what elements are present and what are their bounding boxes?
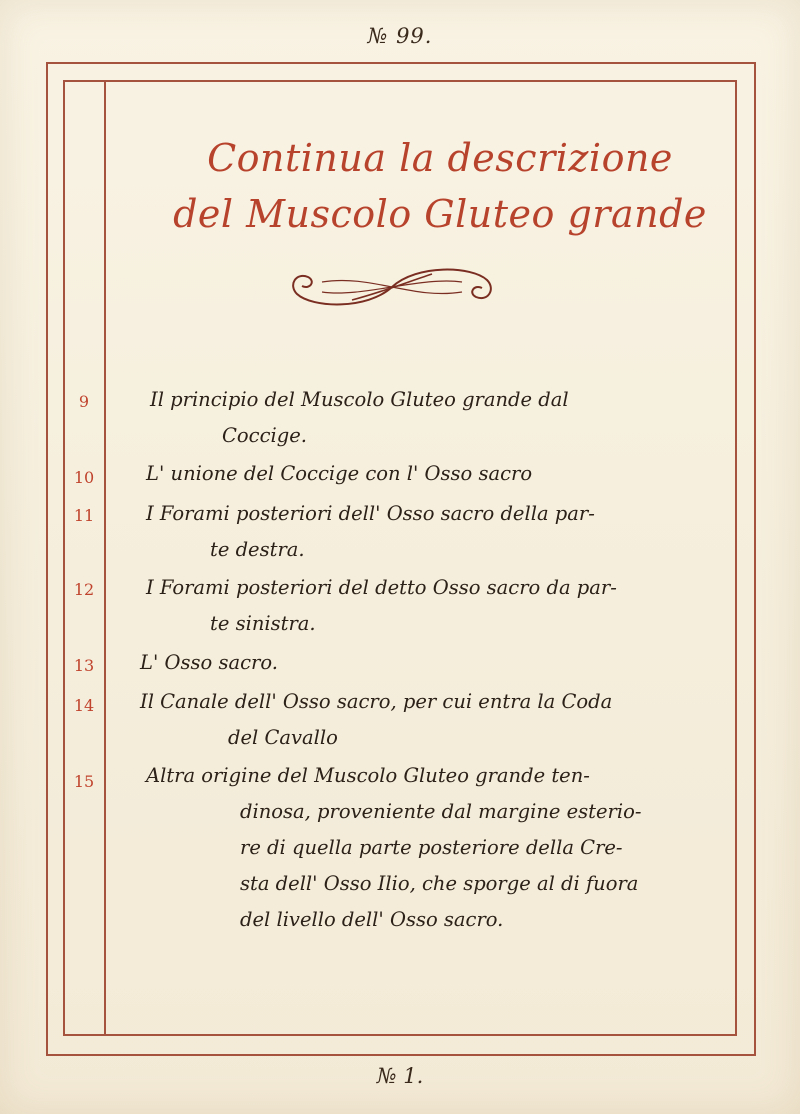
entry-15-line-2: dinosa, proveniente dal margine esterio- [240, 800, 642, 823]
entry-11-line-1: I Forami posteriori dell' Osso sacro della par- [146, 502, 595, 525]
entry-14-line-2: del Cavallo [228, 726, 338, 749]
entry-number-14: 14 [73, 696, 95, 715]
entry-15-line-1: Altra origine del Muscolo Gluteo grande ten- [146, 764, 590, 787]
signature-mark: № 1. [376, 1064, 424, 1088]
entry-15-line-4: sta dell' Osso Ilio, che sporge al di fuora [240, 872, 639, 895]
entry-15-line-3: re di quella parte posteriore della Cre- [240, 836, 623, 859]
entry-number-10: 10 [73, 468, 95, 487]
entry-number-11: 11 [73, 506, 95, 525]
entry-number-9: 9 [78, 392, 90, 411]
entry-number-13: 13 [73, 656, 95, 675]
entry-12-line-2: te sinistra. [210, 612, 316, 635]
entry-14-line-1: Il Canale dell' Osso sacro, per cui entra la Coda [140, 690, 613, 713]
entry-number-15: 15 [73, 772, 95, 791]
entry-9-line-1: Il principio del Muscolo Gluteo grande dal [150, 388, 569, 411]
entry-10-line-1: L' unione del Coccige con l' Osso sacro [146, 462, 533, 485]
calligraphic-flourish [282, 262, 502, 312]
entry-15-line-5: del livello dell' Osso sacro. [240, 908, 504, 931]
entry-12-line-1: I Forami posteriori del detto Osso sacro da par- [146, 576, 617, 599]
entry-13-line-1: L' Osso sacro. [140, 651, 278, 674]
title-line-1: Continua la descrizione [207, 136, 673, 180]
entry-11-line-2: te destra. [210, 538, 305, 561]
entry-number-12: 12 [73, 580, 95, 599]
page-number: № 99. [367, 24, 433, 48]
entry-9-line-2: Coccige. [222, 424, 307, 447]
margin-rule [104, 82, 106, 1034]
title-line-2: del Muscolo Gluteo grande [173, 192, 707, 236]
